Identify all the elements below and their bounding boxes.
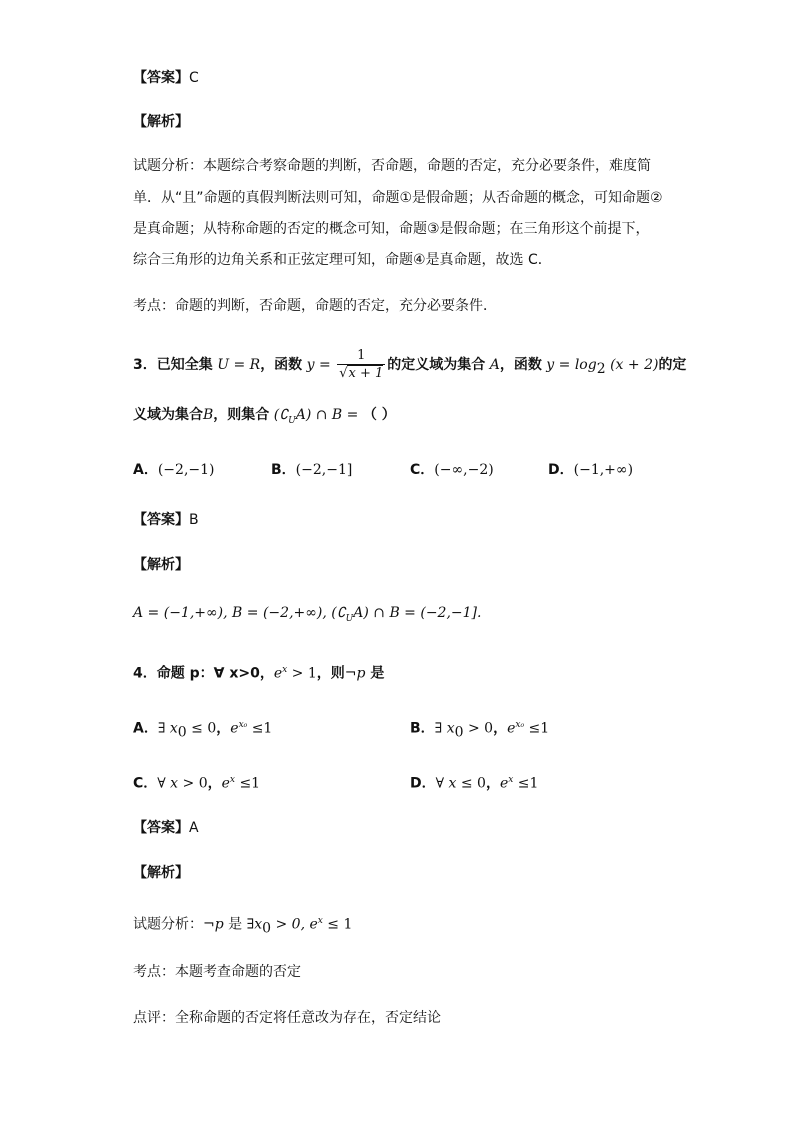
answer-line-q2 bbox=[133, 68, 199, 88]
math-set-B: B bbox=[203, 407, 214, 423]
answer-line-q4 bbox=[133, 818, 199, 838]
option-label: C． bbox=[410, 462, 435, 478]
math-subscript: 0 bbox=[454, 724, 464, 741]
option-label: B． bbox=[271, 462, 296, 478]
option-condition: ≤ 0 bbox=[456, 775, 486, 792]
option-condition: ≤ 0 bbox=[186, 720, 217, 737]
fraction-denominator: √x + 1 bbox=[339, 365, 384, 381]
stem-text: 是 bbox=[365, 665, 385, 682]
math-e: e bbox=[221, 775, 230, 792]
analysis-line-1: 试题分析：本题综合考察命题的判断，否命题，命题的否定，充分必要条件，难度简 bbox=[133, 158, 651, 174]
math-neg-p: ¬p bbox=[344, 665, 366, 682]
stem-text: ，函数 bbox=[260, 357, 303, 373]
option-relation: ≤1 bbox=[524, 720, 550, 737]
q4-analysis bbox=[133, 911, 352, 938]
question-number: 4． bbox=[133, 665, 157, 682]
math-y: y = bbox=[306, 357, 331, 373]
option-relation: ≤1 bbox=[513, 775, 539, 792]
math-expression: A) ∩ B = bbox=[295, 407, 359, 423]
separator: ， bbox=[493, 720, 508, 737]
math-subscript: 0 bbox=[262, 920, 272, 937]
option-relation: ≤1 bbox=[235, 775, 261, 792]
kaodian-q2: 考点：命题的判断，否命题，命题的否定，充分必要条件． bbox=[133, 298, 497, 314]
math-expr: > 0, e bbox=[271, 916, 318, 933]
math-log: y = log bbox=[546, 357, 597, 373]
math-exponent: x bbox=[508, 775, 514, 785]
stem-text: ，函数 bbox=[499, 357, 542, 373]
answer-label: 【答案】 bbox=[133, 70, 189, 86]
answer-label: 【答案】 bbox=[133, 512, 189, 528]
math-complement: (∁ bbox=[273, 407, 289, 423]
answer-value: A bbox=[189, 820, 199, 836]
analysis-line-2: 单．从“且”命题的真假判断法则可知，命题①是假命题；从否命题的概念，可知命题② bbox=[133, 190, 663, 206]
option-relation: ≤1 bbox=[247, 720, 273, 737]
q4-option-b bbox=[410, 715, 549, 742]
option-label: C． bbox=[133, 775, 158, 792]
log-base: 2 bbox=[596, 360, 606, 377]
answer-value: B bbox=[189, 512, 199, 528]
solution-expr: A) ∩ B = (−2,−1]. bbox=[353, 605, 482, 621]
math-expr: ∃x bbox=[246, 916, 263, 933]
analysis-text: 是 bbox=[223, 916, 247, 933]
math-exponent: x₀ bbox=[515, 720, 525, 730]
question-number: 3． bbox=[133, 357, 157, 373]
option-label: A． bbox=[133, 462, 158, 478]
math-exponent: x bbox=[317, 916, 323, 926]
math-set-A: A bbox=[489, 357, 500, 373]
fraction-numerator: 1 bbox=[337, 348, 385, 365]
option-text: (−2,−1] bbox=[295, 462, 353, 478]
option-text: (−1,+∞) bbox=[573, 462, 634, 478]
q4-option-c bbox=[133, 770, 260, 794]
q3-solution bbox=[133, 603, 481, 629]
separator: ， bbox=[485, 775, 500, 792]
log-argument: (x + 2) bbox=[610, 357, 659, 373]
question-4-stem bbox=[133, 660, 384, 684]
option-text: (−2,−1) bbox=[157, 462, 215, 478]
analysis-label-q4: 【解析】 bbox=[133, 865, 189, 881]
separator: ， bbox=[216, 720, 231, 737]
option-label: A． bbox=[133, 720, 158, 737]
stem-text: ，则集合 bbox=[213, 407, 270, 423]
math-neg-p: ¬p bbox=[203, 916, 224, 933]
answer-label: 【答案】 bbox=[133, 820, 189, 836]
answer-blank: （ ） bbox=[362, 407, 396, 423]
math-exponent: x bbox=[229, 775, 235, 785]
option-label: B． bbox=[410, 720, 435, 737]
q4-option-d bbox=[410, 770, 538, 794]
math-e: e bbox=[499, 775, 509, 792]
analysis-label-q2: 【解析】 bbox=[133, 114, 189, 130]
math-subscript: U bbox=[345, 613, 354, 624]
option-quantifier: ∀ x bbox=[157, 775, 179, 792]
option-label: D． bbox=[548, 462, 574, 478]
option-quantifier: ∀ x bbox=[435, 775, 457, 792]
question-3-stem-line-1 bbox=[133, 344, 686, 390]
separator: ， bbox=[207, 775, 222, 792]
math-e: e bbox=[507, 720, 516, 737]
kaodian-q4: 考点：本题考查命题的否定 bbox=[133, 964, 301, 980]
answer-line-q3 bbox=[133, 510, 199, 530]
q3-option-d bbox=[548, 460, 633, 480]
fraction bbox=[337, 348, 385, 383]
stem-text: 义域为集合 bbox=[133, 407, 203, 423]
math-subscript: U bbox=[288, 415, 296, 426]
q3-option-c bbox=[410, 460, 494, 480]
analysis-line-4: 综合三角形的边角关系和正弦定理可知，命题④是真命题，故选 C． bbox=[133, 252, 552, 268]
dianping-q4: 点评：全称命题的否定将任意改为存在，否定结论 bbox=[133, 1010, 441, 1026]
option-label: D． bbox=[410, 775, 436, 792]
math-expr: ≤ 1 bbox=[322, 916, 353, 933]
analysis-line-3: 是真命题；从特称命题的否定的概念可知，命题③是假命题；在三角形这个前提下， bbox=[133, 221, 650, 237]
q4-option-a bbox=[133, 715, 272, 742]
option-quantifier: ∃ x bbox=[434, 720, 455, 737]
stem-text: 命题 p：∀ x>0， bbox=[156, 665, 274, 682]
math-subscript: 0 bbox=[177, 724, 187, 741]
answer-value: C bbox=[189, 70, 199, 86]
stem-text: 已知全集 bbox=[156, 357, 213, 373]
option-quantifier: ∃ x bbox=[157, 720, 178, 737]
math-relation: > 1 bbox=[287, 665, 317, 682]
q3-option-b bbox=[271, 460, 352, 480]
analysis-prefix: 试题分析： bbox=[133, 916, 203, 933]
solution-expr: A = (−1,+∞), B = (−2,+∞), (∁ bbox=[133, 605, 346, 621]
math-exponent: x₀ bbox=[238, 720, 248, 730]
stem-text: 的定义域为集合 bbox=[387, 357, 486, 373]
stem-text: ，则 bbox=[316, 665, 345, 682]
option-text: (−∞,−2) bbox=[434, 462, 494, 478]
math-exponent: x bbox=[282, 665, 288, 675]
option-condition: > 0 bbox=[178, 775, 208, 792]
q3-option-a bbox=[133, 460, 215, 480]
option-condition: > 0 bbox=[463, 720, 494, 737]
math-e: e bbox=[273, 665, 283, 682]
stem-text: 的定 bbox=[658, 357, 687, 373]
sqrt-argument: x + 1 bbox=[348, 365, 384, 381]
math-universe: U = R bbox=[217, 357, 261, 373]
math-e: e bbox=[230, 720, 239, 737]
question-3-stem-line-2 bbox=[133, 405, 396, 431]
analysis-label-q3: 【解析】 bbox=[133, 557, 189, 573]
